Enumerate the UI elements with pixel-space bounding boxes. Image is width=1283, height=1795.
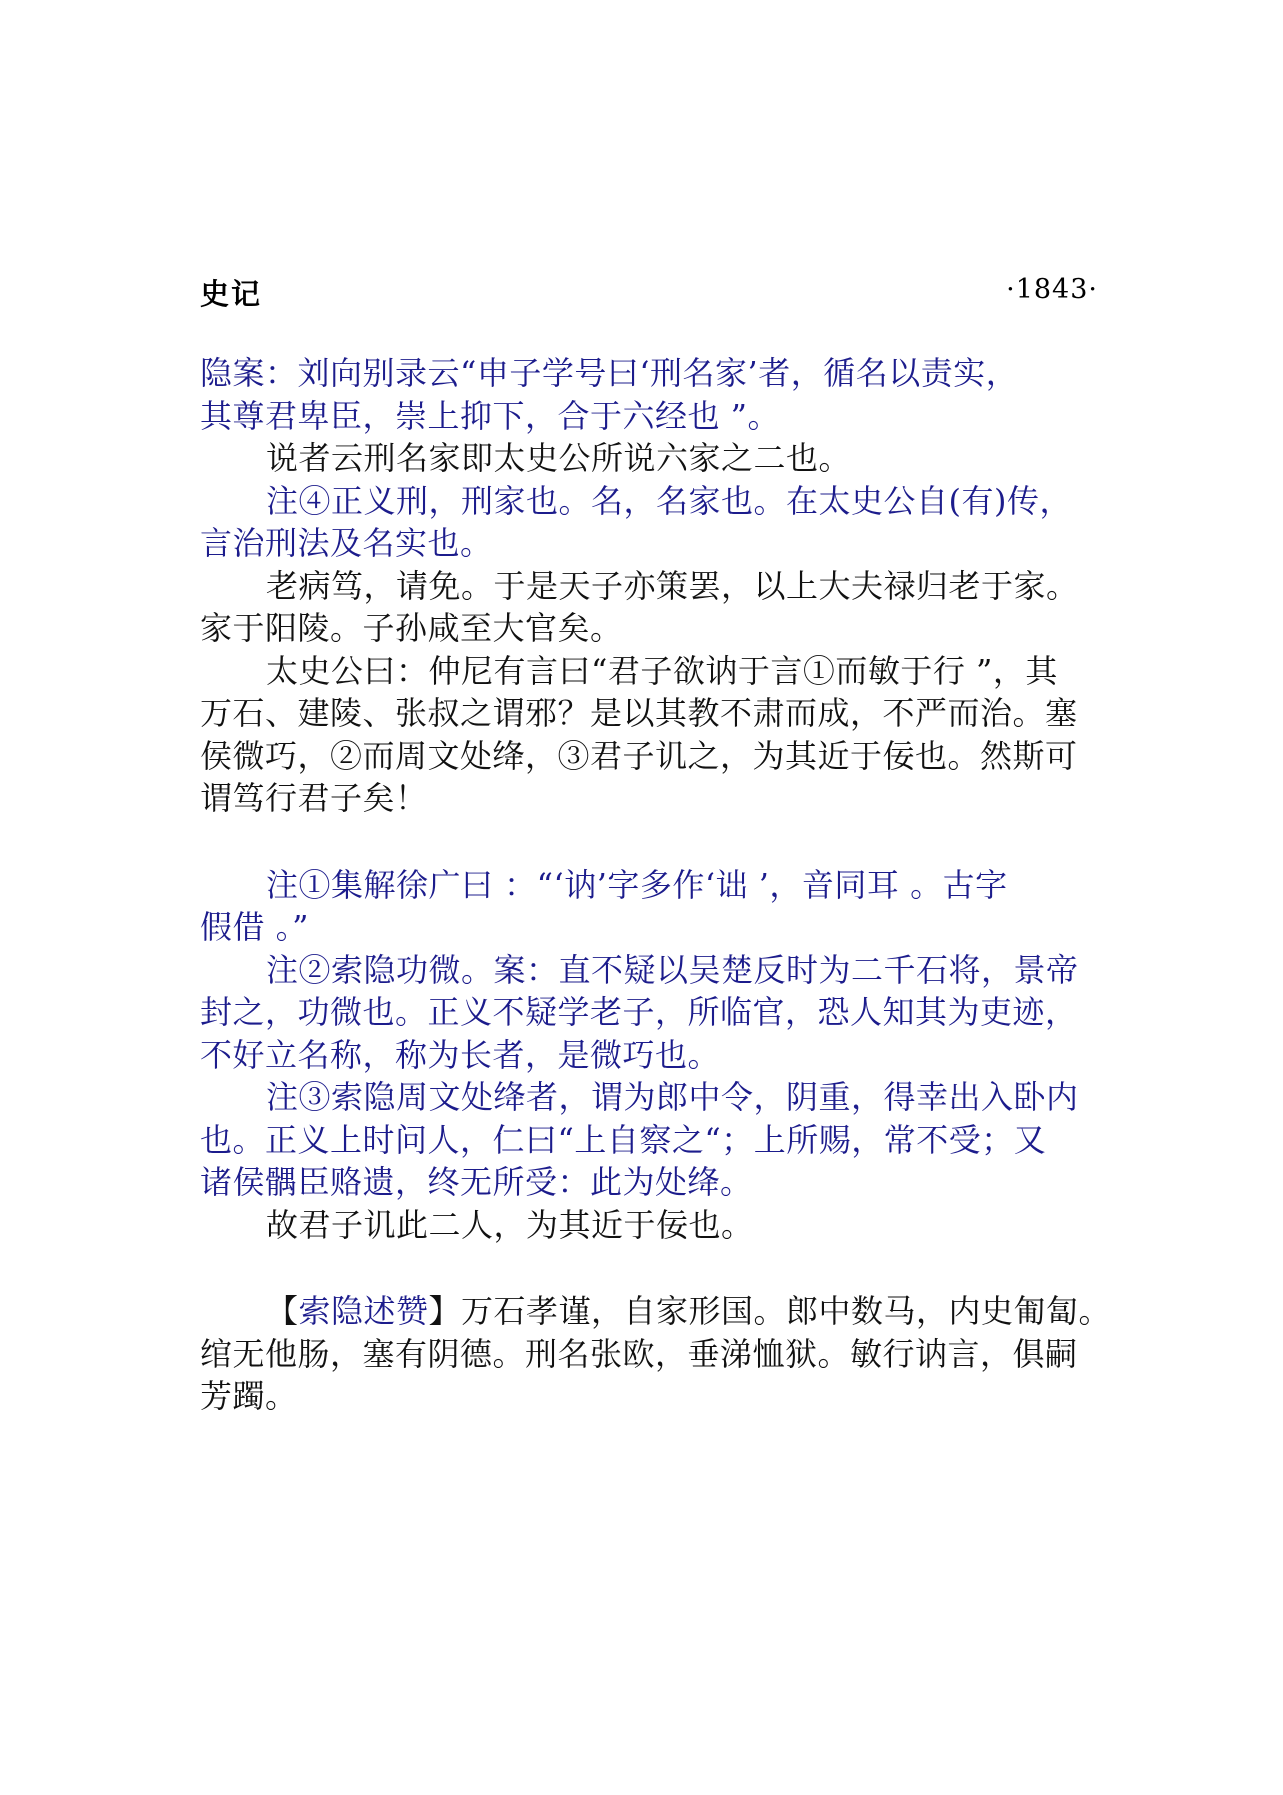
page-header (200, 272, 1098, 312)
text-line: 封之，功微也。正义不疑学老子，所临官，恐人知其为吏迹， (200, 993, 1078, 1031)
text-line: 隐案：刘向别录云“申子学号曰‘刑名家’者，循名以责实， (200, 354, 1019, 392)
text-line: 注①集解徐广曰 ：“‘讷’字多作‘诎 ’，音同耳 。古字 (266, 865, 1008, 904)
text-line: 故君子讥此二人，为其近于佞也。 (266, 1205, 754, 1244)
text-line: 绾无他肠，塞有阴德。刑名张欧，垂涕恤狱。敏行讷言，俱嗣 (200, 1334, 1078, 1373)
text-line: 注③索隐周文处绛者，谓为郎中令，阴重，得幸出入卧内 (266, 1078, 1079, 1116)
text-line (200, 1290, 1112, 1333)
commentary-paragraph (200, 480, 1100, 565)
zan-paragraph (200, 1290, 1112, 1418)
text-line: 家于阳陵。子孙咸至大官矣。 (200, 609, 623, 647)
paragraph-gap (200, 1246, 1100, 1290)
commentary-paragraph (200, 949, 1100, 1077)
main-text-paragraph (200, 1204, 1100, 1247)
commentary-paragraph (200, 1076, 1100, 1204)
text-line: 芳躅。 (200, 1377, 298, 1415)
close-bracket: 】 (428, 1292, 462, 1330)
text-line: 谓笃行君子矣！ (200, 779, 428, 817)
main-text-paragraph (200, 650, 1100, 820)
text-line: 不好立名称，称为长者，是微巧也。 (200, 1035, 721, 1074)
commentary-paragraph (200, 864, 1100, 949)
main-text-paragraph (200, 565, 1100, 650)
text-line: 太史公曰：仲尼有言曰“君子欲讷于言①而敏于行 ”，其 (266, 651, 1058, 690)
text-line: 老病笃，请免。于是天子亦策罢，以上大夫禄归老于家。 (266, 566, 1079, 605)
book-title: 史记 (200, 277, 263, 311)
text-line: 也。正义上时问人，仁曰“上自察之“；上所赐，常不受；又 (200, 1120, 1047, 1159)
page-number: ·1843· (1006, 274, 1098, 305)
page-body (200, 352, 1112, 1418)
text-line: 万石、建陵、张叔之谓邪？是以其教不肃而成，不严而治。塞 (200, 694, 1078, 732)
zan-line-text: 万石孝谨，自家形国。郎中数马，内史匍匐。 (461, 1292, 1112, 1330)
zan-title: 索隐述赞 (298, 1292, 429, 1330)
text-line: 言治刑法及名实也。 (200, 524, 493, 562)
text-line: 诸侯髃臣赂遗，终无所受：此为处绛。 (200, 1163, 753, 1201)
paragraph-gap (200, 820, 1100, 864)
text-line: 说者云刑名家即太史公所说六家之二也。 (266, 439, 852, 477)
open-bracket: 【 (266, 1292, 299, 1330)
text-line: 注④正义刑，刑家也。名，名家也。在太史公自(有)传， (266, 481, 1072, 520)
text-line: 假借 。” (200, 908, 310, 946)
text-line: 注②索隐功微。案：直不疑以吴楚反时为二千石将，景帝 (266, 950, 1079, 989)
text-line: 其尊君卑臣，崇上抑下，合于六经也 ”。 (200, 396, 781, 435)
text-line: 侯微巧，②而周文处绛，③君子讥之，为其近于佞也。然斯可 (200, 736, 1078, 775)
main-text-paragraph (200, 437, 1100, 480)
commentary-paragraph (200, 352, 1100, 437)
